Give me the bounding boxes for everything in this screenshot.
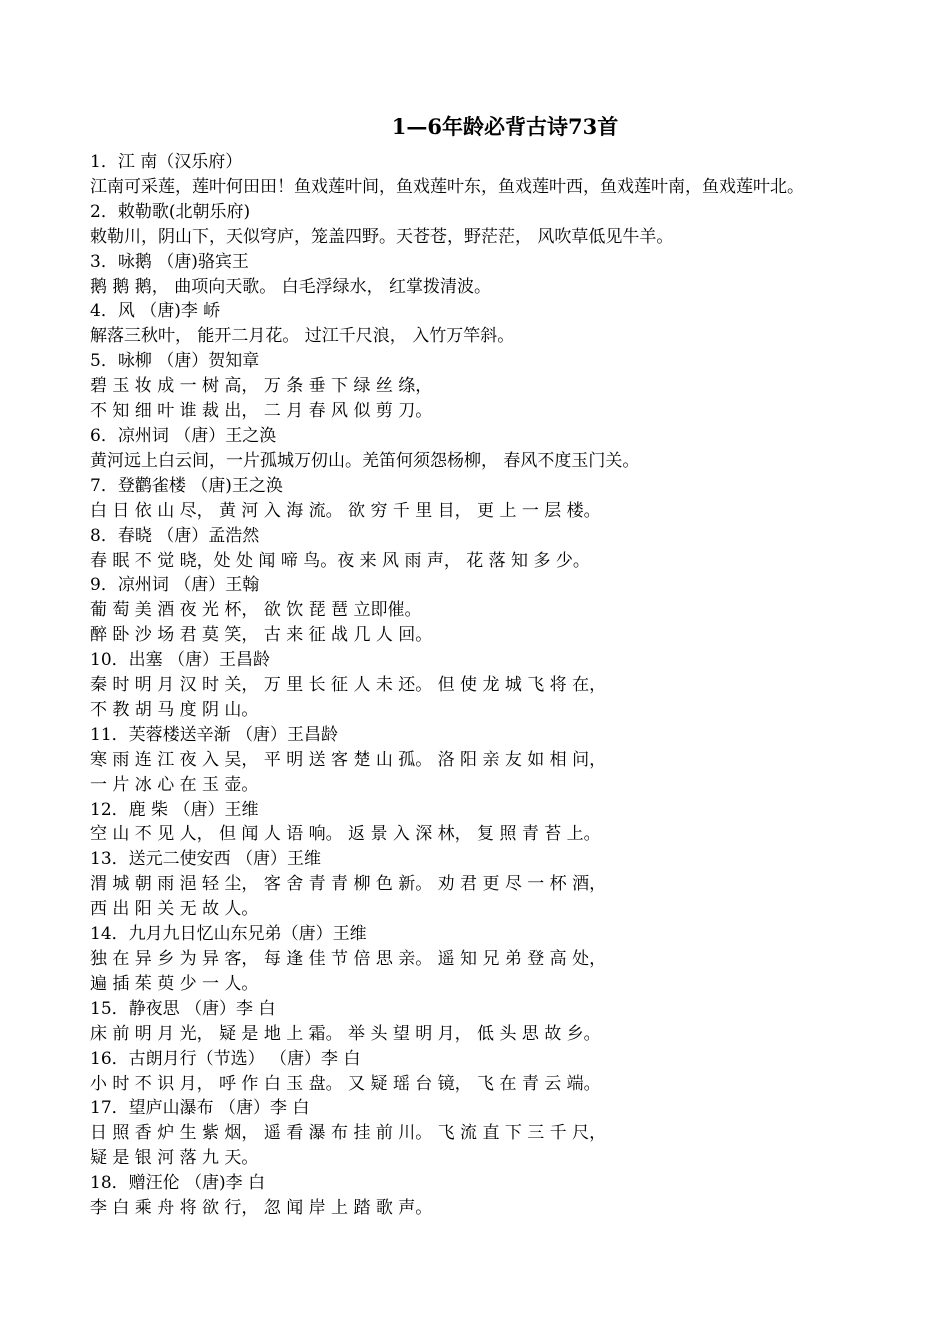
poem-verse-line: 不 知 细 叶 谁 裁 出， 二 月 春 风 似 剪 刀。 xyxy=(90,401,433,422)
poem-verse-line: 小 时 不 识 月， 呼 作 白 玉 盘。 又 疑 瑶 台 镜， 飞 在 青 云 端。 xyxy=(90,1073,601,1094)
poem-heading: 5．咏柳 （唐）贺知章 xyxy=(90,351,260,372)
poem-verse-line: 春 眠 不 觉 晓，处 处 闻 啼 鸟。夜 来 风 雨 声， 花 落 知 多 少。 xyxy=(90,550,590,571)
poem-heading: 10．出塞 （唐）王昌龄 xyxy=(90,650,271,671)
poem-verse-line: 床 前 明 月 光， 疑 是 地 上 霜。 举 头 望 明 月， 低 头 思 故 乡。 xyxy=(90,1023,601,1044)
document-page xyxy=(90,112,880,1221)
poem-heading: 18．赠汪伦 （唐)李 白 xyxy=(90,1173,266,1194)
poem-verse-line: 李 白 乘 舟 将 欲 行， 忽 闻 岸 上 踏 歌 声。 xyxy=(90,1198,433,1219)
poem-verse-line: 西 出 阳 关 无 故 人。 xyxy=(90,899,259,920)
poem-heading: 12．鹿 柴 （唐）王维 xyxy=(90,799,259,820)
poem-heading: 1．江 南（汉乐府） xyxy=(90,152,243,172)
poem-heading: 17．望庐山瀑布 （唐）李 白 xyxy=(90,1098,310,1119)
poem-verse-line: 葡 萄 美 酒 夜 光 杯， 欲 饮 琵 琶 立即催。 xyxy=(90,600,422,621)
poem-verse-line: 鹅 鹅 鹅， 曲项向天歌。 白毛浮绿水， 红掌拨清波。 xyxy=(90,276,492,297)
poem-verse-line: 黄河远上白云间，一片孤城万仞山。羌笛何须怨杨柳， 春风不度玉门关。 xyxy=(90,450,640,471)
poem-heading: 8．春晓 （唐）孟浩然 xyxy=(90,525,260,546)
poem-verse-line: 遍 插 茱 萸 少 一 人。 xyxy=(90,973,259,994)
poem-verse-line: 白 日 依 山 尽， 黄 河 入 海 流。 欲 穷 千 里 目， 更 上 一 层 楼。 xyxy=(90,500,601,521)
poem-heading: 2．敕勒歌(北朝乐府) xyxy=(90,201,251,222)
poem-heading: 4．风 （唐)李 峤 xyxy=(90,301,221,322)
poem-heading: 6．凉州词 （唐）王之涣 xyxy=(90,425,277,446)
poem-verse-line: 寒 雨 连 江 夜 入 吴， 平 明 送 客 楚 山 孤。 洛 阳 亲 友 如 相 问， xyxy=(90,749,607,770)
poem-verse-line: 空 山 不 见 人， 但 闻 人 语 响。 返 景 入 深 林， 复 照 青 苔 上。 xyxy=(90,824,601,845)
poem-verse-line: 不 教 胡 马 度 阴 山。 xyxy=(90,699,259,720)
poem-heading: 13．送元二使安西 （唐）王维 xyxy=(90,849,322,870)
poem-heading: 15．静夜思 （唐）李 白 xyxy=(90,998,276,1019)
poem-list xyxy=(90,150,880,1221)
poem-verse-line: 解落三秋叶， 能开二月花。 过江千尺浪， 入竹万竿斜。 xyxy=(90,326,515,347)
poem-verse-line: 日 照 香 炉 生 紫 烟， 遥 看 瀑 布 挂 前 川。 飞 流 直 下 三 千 尺， xyxy=(90,1123,607,1144)
poem-verse-line: 一 片 冰 心 在 玉 壶。 xyxy=(90,774,259,795)
poem-verse-line: 江南可采莲，莲叶何田田！鱼戏莲叶间，鱼戏莲叶东，鱼戏莲叶西，鱼戏莲叶南，鱼戏莲叶北。 xyxy=(90,176,804,197)
poem-heading: 3．咏鹅 （唐)骆宾王 xyxy=(90,251,249,272)
poem-verse-line: 秦 时 明 月 汉 时 关， 万 里 长 征 人 未 还。 但 使 龙 城 飞 将 在， xyxy=(90,675,607,696)
poem-heading: 9．凉州词 （唐）王翰 xyxy=(90,575,260,596)
poem-verse-line: 醉 卧 沙 场 君 莫 笑， 古 来 征 战 几 人 回。 xyxy=(90,625,433,646)
poem-verse-line: 敕勒川，阴山下，天似穹庐，笼盖四野。天苍苍，野茫茫， 风吹草低见牛羊。 xyxy=(90,226,674,247)
poem-verse-line: 独 在 异 乡 为 异 客， 每 逢 佳 节 倍 思 亲。 遥 知 兄 弟 登 高 处， xyxy=(90,949,607,969)
poem-verse-line: 渭 城 朝 雨 浥 轻 尘， 客 舍 青 青 柳 色 新。 劝 君 更 尽 一 杯 酒， xyxy=(90,874,607,895)
poem-heading: 7．登鹳雀楼 （唐)王之涣 xyxy=(90,475,283,496)
poem-verse-line: 碧 玉 妆 成 一 树 高， 万 条 垂 下 绿 丝 绦， xyxy=(90,376,433,397)
poem-heading: 16．古朗月行（节选） （唐）李 白 xyxy=(90,1048,361,1069)
document-title: 1—6年龄必背古诗73首 xyxy=(391,114,619,139)
poem-heading: 11．芙蓉楼送辛渐 （唐）王昌龄 xyxy=(90,724,339,745)
poem-heading: 14．九月九日忆山东兄弟（唐）王维 xyxy=(90,924,367,945)
poem-verse-line: 疑 是 银 河 落 九 天。 xyxy=(90,1148,259,1169)
